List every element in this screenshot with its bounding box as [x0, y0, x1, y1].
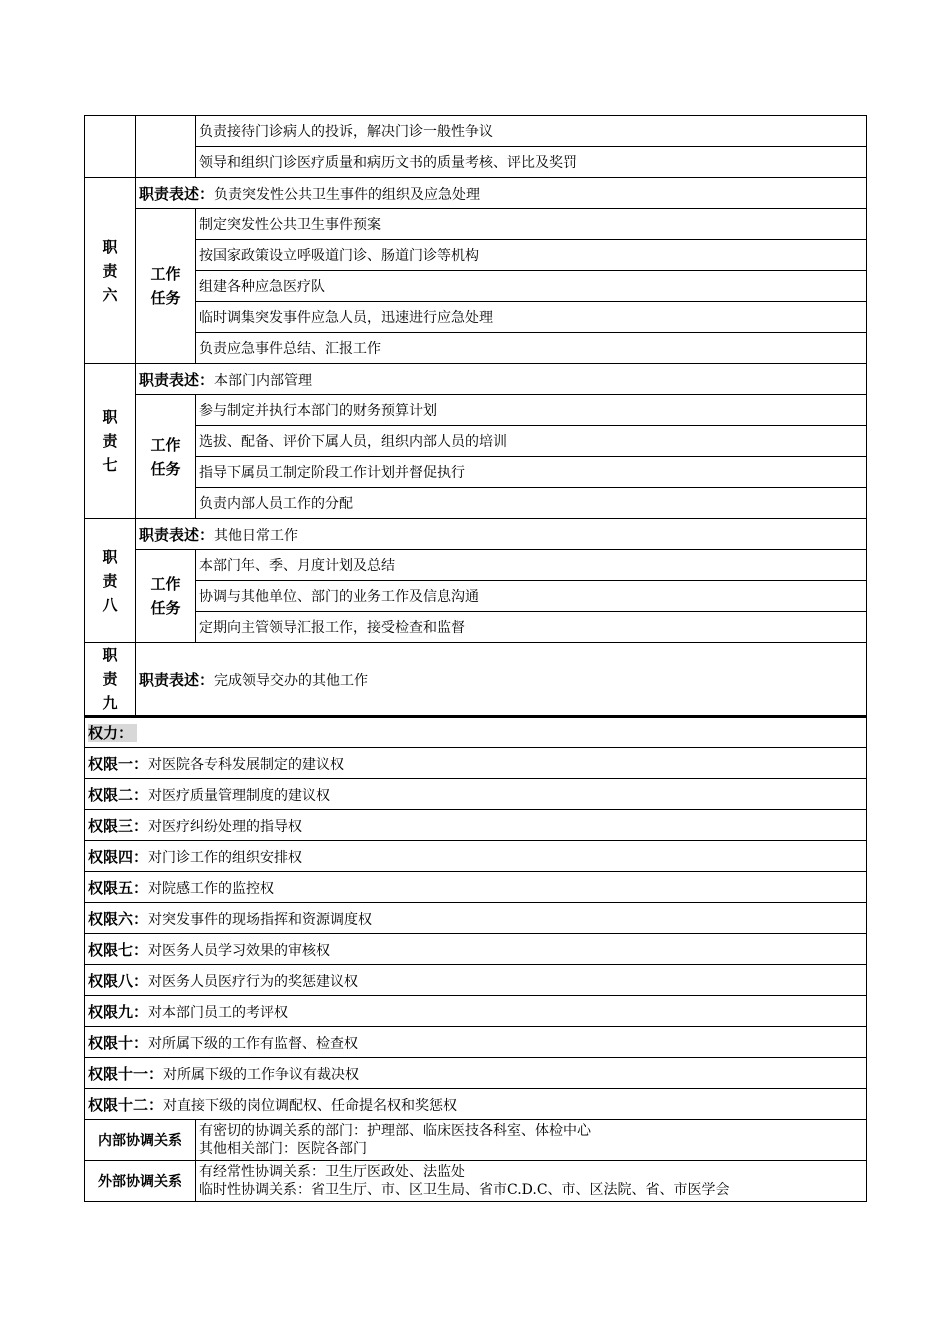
- task-item: 参与制定并执行本部门的财务预算计划: [196, 395, 867, 426]
- duty-document: [84, 115, 866, 1202]
- relation-line: 有密切的协调关系的部门：护理部、临床医技各科室、体检中心: [199, 1123, 591, 1139]
- table-row: [85, 1027, 867, 1058]
- statement-label: 职责表述：: [139, 525, 215, 544]
- duty-6-task-label: 工作 任务: [136, 209, 196, 364]
- external-relations-label: 外部协调关系: [85, 1161, 196, 1202]
- statement-text: 其他日常工作: [214, 527, 299, 544]
- prev-task-label-cell: [136, 116, 196, 178]
- duty-8-task-label: 工作 任务: [136, 550, 196, 643]
- table-row: [85, 519, 867, 550]
- task-item: 领导和组织门诊医疗质量和病历文书的质量考核、评比及奖罚: [196, 147, 867, 178]
- authority-item: 权限十一：对所属下级的工作争议有裁决权: [85, 1058, 867, 1089]
- authority-item: 权限五：对院感工作的监控权: [85, 872, 867, 903]
- duty-8-statement: [136, 519, 867, 550]
- table-row: [85, 395, 867, 426]
- internal-relations-content: [196, 1120, 867, 1161]
- duty-7-task-label: 工作 任务: [136, 395, 196, 519]
- statement-text: 负责突发性公共卫生事件的组织及应急处理: [214, 186, 481, 203]
- authority-item: 权限八：对医务人员医疗行为的奖惩建议权: [85, 965, 867, 996]
- table-row: [85, 1120, 867, 1161]
- table-row: [85, 457, 867, 488]
- table-row: [85, 810, 867, 841]
- table-row: [85, 209, 867, 240]
- relation-line: 其他相关部门：医院各部门: [199, 1141, 367, 1157]
- task-item: 指导下属员工制定阶段工作计划并督促执行: [196, 457, 867, 488]
- authority-item: 权限七：对医务人员学习效果的审核权: [85, 934, 867, 965]
- table-row: [85, 996, 867, 1027]
- table-row: [85, 1161, 867, 1202]
- authority-item: 权限十：对所属下级的工作有监督、检查权: [85, 1027, 867, 1058]
- statement-text: 本部门内部管理: [214, 372, 313, 389]
- table-row: [85, 178, 867, 209]
- duties-table: [84, 115, 867, 716]
- relation-line: 临时性协调关系：省卫生厅、市、区卫生局、省市C.D.C、市、区法院、省、市医学会: [199, 1182, 730, 1198]
- duty-9-statement: [136, 643, 867, 716]
- authority-item: 权限四：对门诊工作的组织安排权: [85, 841, 867, 872]
- relation-line: 有经常性协调关系：卫生厅医政处、法监处: [199, 1164, 465, 1180]
- duty-8-title: 职 责 八: [85, 519, 136, 643]
- authority-item: 权限九：对本部门员工的考评权: [85, 996, 867, 1027]
- task-item: 制定突发性公共卫生事件预案: [196, 209, 867, 240]
- statement-label: 职责表述：: [139, 670, 215, 689]
- duty-7-statement: [136, 364, 867, 395]
- authority-item: 权限十二：对直接下级的岗位调配权、任命提名权和奖惩权: [85, 1089, 867, 1120]
- table-row: [85, 1058, 867, 1089]
- task-item: 组建各种应急医疗队: [196, 271, 867, 302]
- task-item: 临时调集突发事件应急人员，迅速进行应急处理: [196, 302, 867, 333]
- table-row: [85, 965, 867, 996]
- table-row: [85, 717, 867, 748]
- statement-label: 职责表述：: [139, 184, 215, 203]
- table-row: [85, 116, 867, 147]
- table-row: [85, 934, 867, 965]
- prev-duty-title-cell: [85, 116, 136, 178]
- table-row: [85, 903, 867, 934]
- duty-6-statement: [136, 178, 867, 209]
- task-item: 负责应急事件总结、汇报工作: [196, 333, 867, 364]
- task-item: 负责接待门诊病人的投诉，解决门诊一般性争议: [196, 116, 867, 147]
- duty-7-title: 职 责 七: [85, 364, 136, 519]
- duty-9-title: 职 责 九: [85, 643, 136, 716]
- table-row: [85, 147, 867, 178]
- authority-item: 权限二：对医疗质量管理制度的建议权: [85, 779, 867, 810]
- table-row: [85, 872, 867, 903]
- authority-heading-cell: [85, 717, 867, 748]
- authority-table: [84, 716, 867, 1202]
- task-item: 负责内部人员工作的分配: [196, 488, 867, 519]
- table-row: [85, 550, 867, 581]
- table-row: [85, 364, 867, 395]
- external-relations-content: [196, 1161, 867, 1202]
- table-row: [85, 1089, 867, 1120]
- table-row: [85, 426, 867, 457]
- task-item: 选拔、配备、评价下属人员，组织内部人员的培训: [196, 426, 867, 457]
- internal-relations-label: 内部协调关系: [85, 1120, 196, 1161]
- task-item: 协调与其他单位、部门的业务工作及信息沟通: [196, 581, 867, 612]
- statement-text: 完成领导交办的其他工作: [214, 672, 369, 689]
- authority-item: 权限三：对医疗纠纷处理的指导权: [85, 810, 867, 841]
- authority-item: 权限一：对医院各专科发展制定的建议权: [85, 748, 867, 779]
- task-item: 定期向主管领导汇报工作，接受检查和监督: [196, 612, 867, 643]
- statement-label: 职责表述：: [139, 370, 215, 389]
- table-row: [85, 240, 867, 271]
- task-item: 本部门年、季、月度计划及总结: [196, 550, 867, 581]
- table-row: [85, 581, 867, 612]
- authority-heading: 权力：: [88, 724, 137, 742]
- table-row: [85, 748, 867, 779]
- table-row: [85, 488, 867, 519]
- authority-item: 权限六：对突发事件的现场指挥和资源调度权: [85, 903, 867, 934]
- table-row: [85, 841, 867, 872]
- table-row: [85, 333, 867, 364]
- table-row: [85, 643, 867, 716]
- table-row: [85, 302, 867, 333]
- table-row: [85, 612, 867, 643]
- table-row: [85, 779, 867, 810]
- task-item: 按国家政策设立呼吸道门诊、肠道门诊等机构: [196, 240, 867, 271]
- table-row: [85, 271, 867, 302]
- duty-6-title: 职 责 六: [85, 178, 136, 364]
